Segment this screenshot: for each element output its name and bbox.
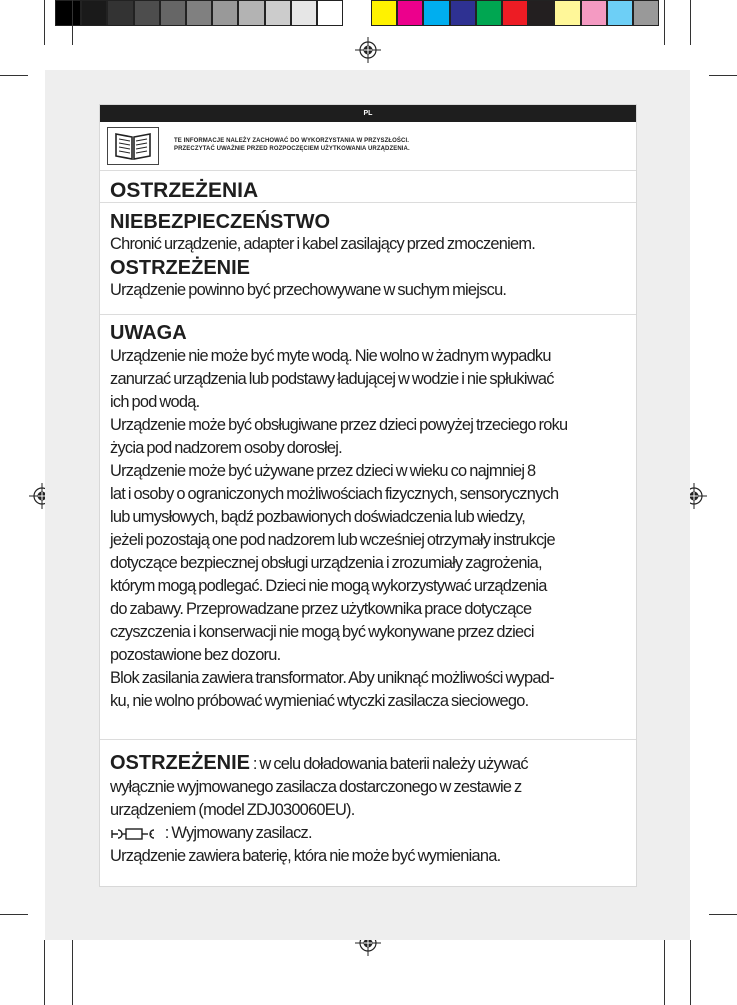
text-line: do zabawy. Przeprowadzane przez użytkownika prace dotyczące — [110, 600, 532, 618]
battery-text — [110, 752, 626, 868]
text-line: zanurzać urządzenia lub podstawy ładującej w wodzie i nie spłukiwać — [110, 370, 554, 388]
crop-mark — [72, 930, 73, 1005]
battery-section — [100, 740, 636, 868]
color-swatch — [581, 0, 607, 26]
caution-text — [110, 345, 626, 713]
danger-section — [100, 203, 636, 315]
warning-text: Urządzenie powinno być przechowywane w suchym miejscu. — [110, 281, 507, 299]
crop-mark — [690, 940, 691, 1005]
text-line: Urządzenie nie może być myte wodą. Nie wolno w żadnym wypadku — [110, 347, 551, 365]
crop-mark — [44, 940, 45, 1005]
text-line: którym mogą podlegać. Dzieci nie mogą wykorzystywać urządzenia — [110, 577, 547, 595]
color-swatch — [633, 0, 659, 26]
text-line: pozostawione bez dozoru. — [110, 646, 281, 664]
language-bar: PL — [100, 105, 636, 122]
info-header — [100, 122, 636, 171]
info-line: TE INFORMACJE NALEŻY ZACHOWAĆ DO WYKORZYSTANIA W PRZYSZŁOŚCI. — [174, 138, 409, 144]
crop-mark — [690, 0, 691, 45]
color-swatch — [450, 0, 476, 26]
color-swatch — [265, 0, 291, 26]
color-swatch — [81, 0, 107, 26]
text-line: dotyczące bezpiecznej obsługi urządzenia i zrozumiały zagrożenia, — [110, 554, 542, 572]
color-swatch — [476, 0, 502, 26]
color-swatch — [317, 0, 343, 26]
text-line: lat i osoby o ograniczonych możliwościach fizycznych, sensorycznych — [110, 485, 559, 503]
crop-mark — [0, 75, 28, 76]
text-line: Urządzenie zawiera baterię, która nie może być wymieniana. — [110, 847, 501, 865]
info-text — [174, 137, 410, 153]
battery-warning-title: OSTRZEŻENIE — [110, 752, 251, 774]
text-line: : w celu doładowania baterii należy używać — [250, 755, 528, 773]
page-title: OSTRZEŻENIA — [100, 171, 636, 203]
danger-title: NIEBEZPIECZEŃSTWO — [110, 211, 331, 233]
cmyk-color-bar — [371, 0, 659, 28]
crop-mark — [72, 0, 73, 45]
crop-mark — [664, 0, 665, 45]
crop-mark — [44, 0, 45, 45]
warning-title: OSTRZEŻENIE — [110, 257, 251, 279]
removable-adapter-icon — [110, 827, 162, 841]
adapter-label: : Wyjmowany zasilacz. — [162, 824, 312, 842]
manual-book-icon — [107, 127, 159, 165]
color-swatch — [502, 0, 528, 26]
crop-mark — [709, 75, 737, 76]
text-line: ich pod wodą. — [110, 393, 200, 411]
color-swatch — [397, 0, 423, 26]
color-swatch — [186, 0, 212, 26]
crop-mark — [709, 914, 737, 915]
color-swatch — [212, 0, 238, 26]
color-swatch — [291, 0, 317, 26]
crop-mark — [0, 914, 28, 915]
text-line: Urządzenie może być używane przez dzieci w wieku co najmniej 8 — [110, 462, 536, 480]
color-swatch — [371, 0, 397, 26]
text-line: ku, nie wolno próbować wymieniać wtyczki zasilacza sieciowego. — [110, 692, 529, 710]
color-swatch — [607, 0, 633, 26]
text-line: życia pod nadzorem osoby dorosłej. — [110, 439, 342, 457]
crop-mark — [664, 930, 665, 1005]
text-line: jeżeli pozostają one pod nadzorem lub wcześniej otrzymały instrukcje — [110, 531, 555, 549]
registration-mark-icon — [355, 37, 381, 63]
color-swatch — [134, 0, 160, 26]
color-swatch — [160, 0, 186, 26]
text-line: czyszczenia i konserwacji nie mogą być wykonywane przez dzieci — [110, 623, 534, 641]
text-line: Blok zasilania zawiera transformator. Aby uniknąć możliwości wypad- — [110, 669, 554, 687]
warnings-card — [99, 104, 637, 887]
caution-title: UWAGA — [110, 322, 187, 344]
grayscale-color-bar — [55, 0, 343, 28]
color-swatch — [55, 0, 81, 26]
text-line: wyłącznie wyjmowanego zasilacza dostarczonego w zestawie z — [110, 778, 522, 796]
danger-text: Chronić urządzenie, adapter i kabel zasilający przed zmoczeniem. — [110, 235, 536, 253]
caution-section — [100, 315, 636, 740]
text-line: urządzeniem (model ZDJ030060EU). — [110, 801, 355, 819]
color-swatch — [238, 0, 264, 26]
color-swatch — [107, 0, 133, 26]
text-line: lub umysłowych, bądź pozbawionych doświadczenia lub wiedzy, — [110, 508, 526, 526]
text-line: Urządzenie może być obsługiwane przez dzieci powyżej trzeciego roku — [110, 416, 568, 434]
color-swatch — [554, 0, 580, 26]
info-line: PRZECZYTAĆ UWAŻNIE PRZED ROZPOCZĘCIEM UŻYTKOWANIA URZĄDZENIA. — [174, 146, 410, 152]
color-swatch — [423, 0, 449, 26]
color-swatch — [528, 0, 554, 26]
